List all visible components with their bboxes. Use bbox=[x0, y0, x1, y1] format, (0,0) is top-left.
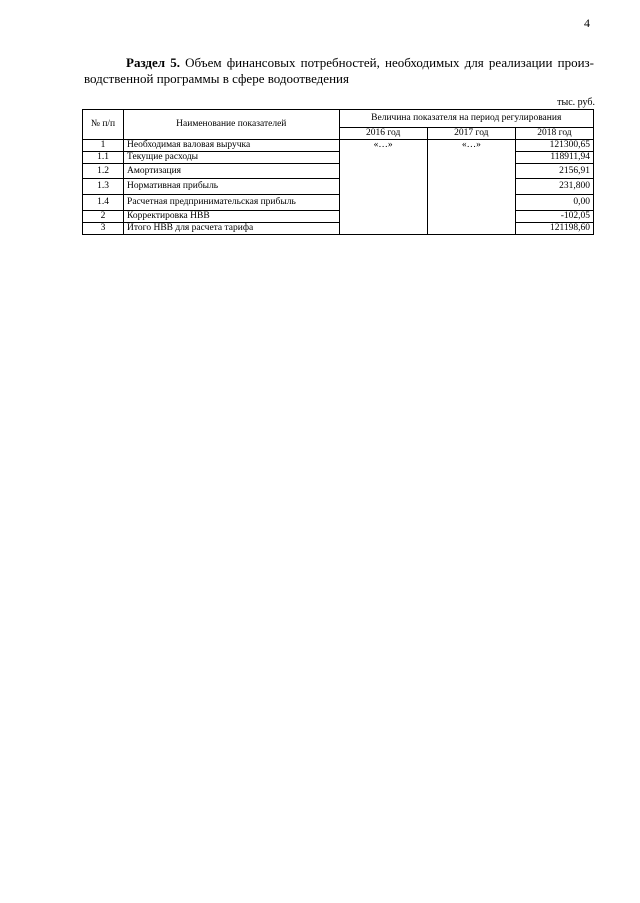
row-num: 1.1 bbox=[83, 152, 124, 164]
row-value-2018: 121198,60 bbox=[515, 223, 593, 235]
table-row bbox=[83, 211, 594, 223]
section-label: Раздел 5. bbox=[126, 55, 180, 70]
header-period: Величина показателя на период регулирования bbox=[339, 110, 594, 128]
row-value-2018: 0,00 bbox=[515, 195, 593, 211]
row-num: 1.2 bbox=[83, 164, 124, 179]
row-value-2018: -102,05 bbox=[515, 211, 593, 223]
row-num: 3 bbox=[83, 223, 124, 235]
row-name: Нормативная прибыль bbox=[124, 179, 339, 195]
row-name: Необходимая валовая выручка bbox=[124, 140, 339, 152]
units-label: тыс. руб. bbox=[557, 97, 595, 108]
value-2016-placeholder: «…» bbox=[339, 140, 427, 235]
row-name: Корректировка НВВ bbox=[124, 211, 339, 223]
header-name: Наименование показателей bbox=[124, 110, 339, 140]
table-row bbox=[83, 140, 594, 152]
table-row bbox=[83, 164, 594, 179]
row-num: 2 bbox=[83, 211, 124, 223]
row-num: 1.3 bbox=[83, 179, 124, 195]
financial-needs-table bbox=[82, 109, 594, 235]
row-name: Расчетная предпринимательская прибыль bbox=[124, 195, 339, 211]
row-value-2018: 121300,65 bbox=[515, 140, 593, 152]
value-2017-placeholder: «…» bbox=[427, 140, 515, 235]
row-num: 1 bbox=[83, 140, 124, 152]
row-value-2018: 231,800 bbox=[515, 179, 593, 195]
row-num: 1.4 bbox=[83, 195, 124, 211]
section-title-line1: Объем финансовых потребностей, необходимых для реализации произ- bbox=[185, 55, 595, 70]
header-year-2016: 2016 год bbox=[339, 128, 427, 140]
table-row bbox=[83, 195, 594, 211]
table-row bbox=[83, 223, 594, 235]
row-value-2018: 2156,91 bbox=[515, 164, 593, 179]
table-row bbox=[83, 179, 594, 195]
row-name: Амортизация bbox=[124, 164, 339, 179]
header-year-2018: 2018 год bbox=[515, 128, 593, 140]
row-name: Текущие расходы bbox=[124, 152, 339, 164]
header-year-2017: 2017 год bbox=[427, 128, 515, 140]
section-title bbox=[84, 55, 594, 87]
page-number: 4 bbox=[584, 16, 590, 30]
row-name: Итого НВВ для расчета тарифа bbox=[124, 223, 339, 235]
row-value-2018: 118911,94 bbox=[515, 152, 593, 164]
table-row bbox=[83, 152, 594, 164]
section-title-line2: водственной программы в сфере водоотведения bbox=[84, 71, 349, 86]
header-num: № п/п bbox=[83, 110, 124, 140]
